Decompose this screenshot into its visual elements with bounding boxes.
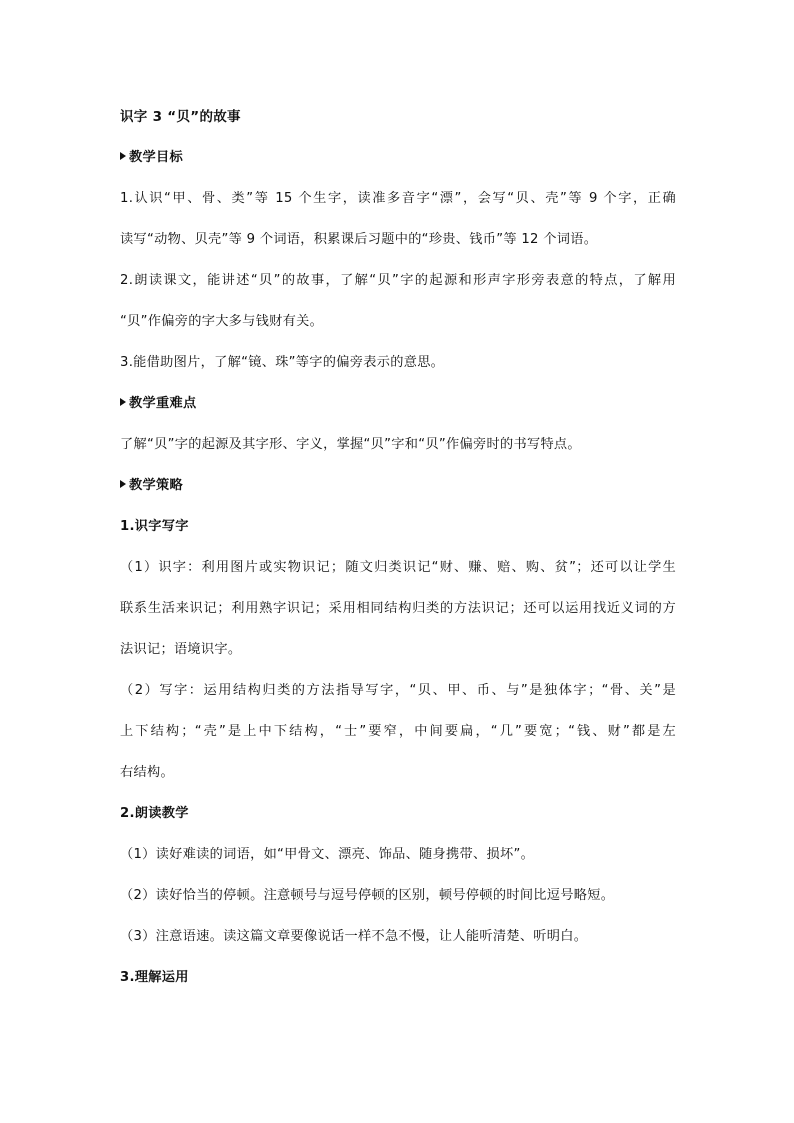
goals-heading <box>120 147 676 169</box>
triangle-bullet-icon <box>120 152 126 160</box>
strategy-1b-line-3: 右结构。 <box>120 765 174 780</box>
strategy-heading-text: 教学策略 <box>129 478 183 493</box>
strategy-1a-line-3: 法识记；语境识字。 <box>120 642 242 657</box>
strategy-1-heading: 1.识字写字 <box>120 519 189 534</box>
strategy-2-heading: 2.朗读教学 <box>120 806 189 821</box>
goal-1-line-1: 1.认识“甲、骨、类”等 15 个生字，读准多音字“漂”，会写“贝、壳”等 9 个字，正确 <box>120 191 676 206</box>
document-page <box>120 106 676 1008</box>
strategy-3-heading: 3.理解运用 <box>120 970 189 985</box>
strategy-1a-line-2: 联系生活来识记；利用熟字识记；采用相同结构归类的方法识记；还可以运用找近义词的方 <box>120 601 676 616</box>
key-points-heading-text: 教学重难点 <box>129 396 197 411</box>
strategy-2-item-2: （2）读好恰当的停顿。注意顿号与逗号停顿的区别，顿号停顿的时间比逗号略短。 <box>120 888 615 903</box>
strategy-2-item-3: （3）注意语速。读这篇文章要像说话一样不急不慢，让人能听清楚、听明白。 <box>120 929 588 944</box>
goal-2-line-1: 2.朗读课文，能讲述“贝”的故事，了解“贝”字的起源和形声字形旁表意的特点，了解用 <box>120 273 676 288</box>
goals-heading-text: 教学目标 <box>129 150 183 165</box>
strategy-1b-line-2: 上下结构；“壳”是上中下结构，“士”要窄，中间要扁，“几”要宽；“钱、财”都是左 <box>120 724 676 739</box>
strategy-2-item-1: （1）读好难读的词语，如“甲骨文、漂亮、饰品、随身携带、损坏”。 <box>120 847 535 862</box>
strategy-1a-line-1: （1）识字：利用图片或实物识记；随文归类识记“财、赚、赔、购、贫”；还可以让学生 <box>120 560 676 575</box>
key-points-heading <box>120 393 676 415</box>
triangle-bullet-icon <box>120 398 126 406</box>
strategy-heading <box>120 475 676 497</box>
key-points-text: 了解“贝”字的起源及其字形、字义，掌握“贝”字和“贝”作偏旁时的书写特点。 <box>120 437 581 452</box>
goal-3: 3.能借助图片，了解“镜、珠”等字的偏旁表示的意思。 <box>120 355 445 370</box>
goal-1-line-2: 读写“动物、贝壳”等 9 个词语，积累课后习题中的“珍贵、钱币”等 12 个词语。 <box>120 232 598 247</box>
triangle-bullet-icon <box>120 480 126 488</box>
goal-2-line-2: “贝”作偏旁的字大多与钱财有关。 <box>120 314 324 329</box>
strategy-1b-line-1: （2）写字：运用结构归类的方法指导写字，“贝、甲、币、与”是独体字；“骨、关”是 <box>120 683 676 698</box>
lesson-title: 识字 3 “贝”的故事 <box>120 109 241 125</box>
